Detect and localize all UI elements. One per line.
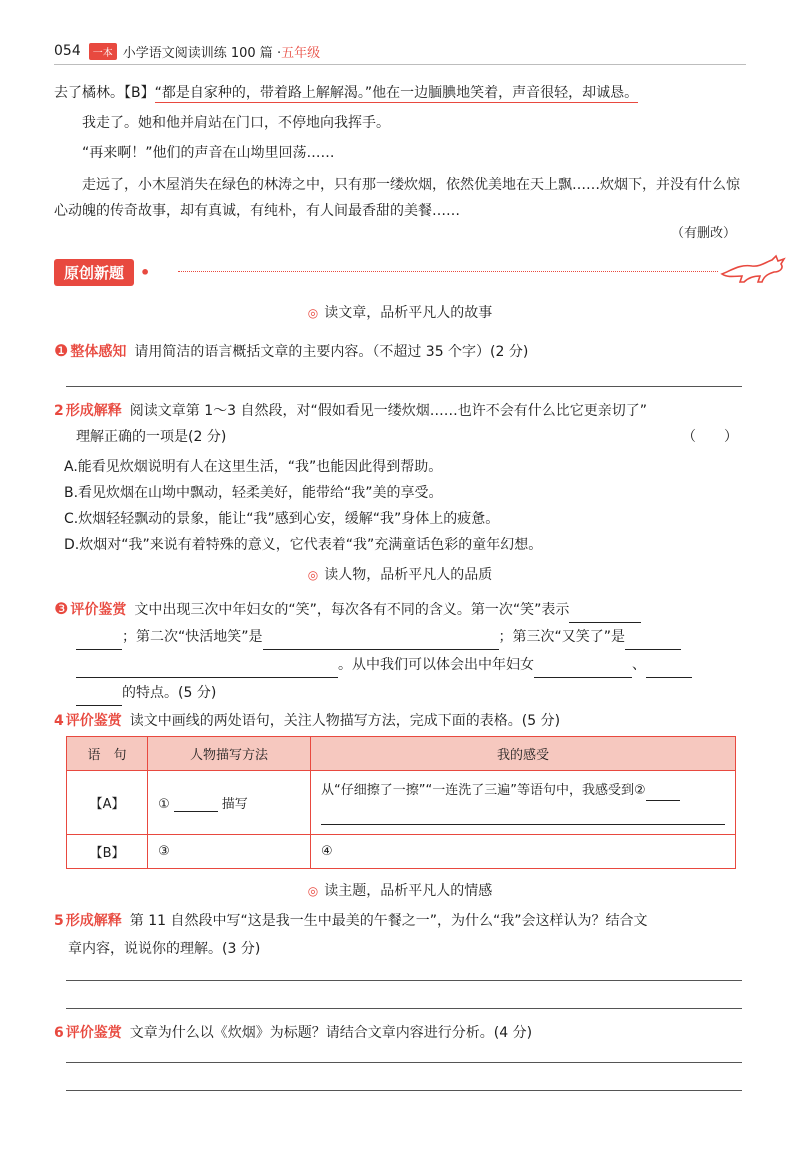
q3-blank-2[interactable] bbox=[263, 632, 499, 650]
q6-answer-line[interactable] bbox=[66, 1090, 742, 1091]
q3-blank-3b[interactable] bbox=[76, 660, 338, 678]
row-a-label: 【A】 bbox=[67, 771, 148, 835]
passage-para-2: 我走了。她和他并肩站在门口，不停地向我挥手。 bbox=[82, 115, 390, 131]
row-b-label: 【B】 bbox=[67, 835, 148, 869]
q3-type: 评价鉴赏 bbox=[70, 602, 127, 618]
section-title-1: ◎ 读文章，品析平凡人的故事 bbox=[307, 305, 493, 321]
row-a-method-blank[interactable] bbox=[174, 794, 218, 812]
q1-answer-line[interactable] bbox=[66, 386, 742, 387]
q5-answer-line[interactable] bbox=[66, 1008, 742, 1009]
question-2 bbox=[54, 398, 746, 424]
q3-line1: 文中出现三次中年妇女的“笑”，每次各有不同的含义。第一次“笑”表示 bbox=[134, 602, 570, 618]
q6-number: 6 bbox=[54, 1025, 64, 1041]
book-title: 小学语文阅读训练 100 篇 · bbox=[122, 45, 282, 61]
q5-text: 第 11 自然段中写“这是我一生中最美的午餐之一”，为什么“我”会这样认为？结合文 bbox=[129, 913, 648, 929]
q4-table bbox=[66, 736, 736, 869]
q3-blank-1a[interactable] bbox=[569, 605, 641, 623]
q2-option-a: A.能看见炊烟说明有人在这里生活，“我”也能因此得到帮助。 bbox=[64, 459, 443, 475]
question-2-cont bbox=[54, 424, 746, 450]
banner-label: 原创新题 bbox=[54, 259, 134, 286]
section-title-2: ◎ 读人物，品析平凡人的品质 bbox=[307, 567, 493, 583]
q4-number: 4 bbox=[54, 713, 64, 729]
section-banner bbox=[54, 258, 150, 286]
flame-icon: ❶ bbox=[54, 341, 69, 360]
target-icon: ◎ bbox=[307, 568, 319, 582]
table-header-method: 人物描写方法 bbox=[148, 737, 311, 771]
table-header-feeling: 我的感受 bbox=[311, 737, 736, 771]
q6-type: 评价鉴赏 bbox=[65, 1025, 122, 1041]
question-3-line3 bbox=[54, 652, 746, 678]
underlined-sentence-b: “都是自家种的，带着路上解解渴。”他在一边腼腆地笑着，声音很轻，却诚恳。 bbox=[154, 85, 639, 101]
question-3 bbox=[54, 596, 746, 623]
question-3-line4 bbox=[54, 680, 746, 706]
q3-blank-5a[interactable] bbox=[646, 660, 692, 678]
q4-type: 评价鉴赏 bbox=[65, 713, 122, 729]
edit-note: （有删改） bbox=[670, 226, 736, 241]
q3-blank-1b[interactable] bbox=[76, 632, 122, 650]
target-icon: ◎ bbox=[307, 884, 319, 898]
row-a-feeling-blank[interactable] bbox=[646, 783, 680, 801]
question-5 bbox=[54, 908, 746, 934]
q5-type: 形成解释 bbox=[65, 913, 122, 929]
passage-para-4: 走远了，小木屋消失在绿色的林涛之中，只有那一缕炊烟，依然优美地在天上飘……炊烟下，并没有什么惊心动魄的传奇故事，却有真诚，有纯朴，有人间最香甜的美餐…… bbox=[54, 177, 740, 219]
q5-number: 5 bbox=[54, 913, 64, 929]
q2-option-b: B.看见炊烟在山坳中飘动，轻柔美好，能带给“我”美的享受。 bbox=[64, 485, 443, 501]
question-1 bbox=[54, 338, 746, 365]
q1-text: 请用简洁的语言概括文章的主要内容。（不超过 35 个字）(2 分) bbox=[134, 344, 529, 360]
table-header-row bbox=[67, 737, 736, 771]
q3-line4: 的特点。(5 分) bbox=[122, 685, 217, 701]
q2-number: 2 bbox=[54, 403, 64, 419]
q4-text: 读文中画线的两处语句，关注人物描写方法，完成下面的表格。(5 分) bbox=[129, 713, 561, 729]
q3-line3b: 、 bbox=[632, 657, 646, 673]
header-divider bbox=[54, 64, 746, 65]
flame-icon: ❸ bbox=[54, 599, 69, 618]
brand-logo: 一本 bbox=[89, 43, 117, 60]
q2-type: 形成解释 bbox=[65, 403, 122, 419]
passage-line1-prefix: 去了橘林。【B】 bbox=[54, 85, 155, 101]
row-a-method: ① 描写 bbox=[148, 771, 311, 835]
question-6 bbox=[54, 1020, 746, 1046]
q3-blank-3a[interactable] bbox=[625, 632, 681, 650]
page-header bbox=[54, 40, 320, 62]
q3-blank-5b[interactable] bbox=[76, 688, 122, 706]
question-4 bbox=[54, 708, 746, 734]
q2-text2: 理解正确的一项是(2 分) bbox=[76, 429, 227, 445]
q3-line2a: ；第二次“快活地笑”是 bbox=[122, 629, 263, 645]
banner-dot-icon: • bbox=[140, 262, 151, 282]
q2-text: 阅读文章第 1～3 自然段，对“假如看见一缕炊烟……也许不会有什么比它更亲切了” bbox=[129, 403, 647, 419]
section-title-3: ◎ 读主题，品析平凡人的情感 bbox=[307, 883, 493, 899]
target-icon: ◎ bbox=[307, 306, 319, 320]
row-a-feeling: 从“仔细擦了一擦”“一连洗了三遍”等语句中，我感受到② bbox=[311, 771, 736, 835]
table-row bbox=[67, 771, 736, 835]
q3-blank-4[interactable] bbox=[534, 660, 632, 678]
banner-dotted-line bbox=[178, 271, 718, 272]
table-header-sentence: 语 句 bbox=[67, 737, 148, 771]
question-3-line2 bbox=[54, 624, 746, 650]
q2-option-c: C.炊烟轻轻飘动的景象，能让“我”感到心安，缓解“我”身体上的疲惫。 bbox=[64, 511, 500, 527]
grade-label: 五年级 bbox=[281, 45, 321, 61]
q2-answer-paren[interactable]: （ ） bbox=[682, 429, 738, 445]
row-b-method[interactable]: ③ bbox=[148, 835, 311, 869]
passage-para-3: “再来啊！”他们的声音在山坳里回荡…… bbox=[82, 145, 335, 161]
q3-line3a: 。从中我们可以体会出中年妇女 bbox=[338, 657, 534, 673]
q3-line2b: ；第三次“又笑了”是 bbox=[498, 629, 626, 645]
q6-answer-line[interactable] bbox=[66, 1062, 742, 1063]
q1-type: 整体感知 bbox=[70, 344, 127, 360]
q5-answer-line[interactable] bbox=[66, 980, 742, 981]
question-5-cont: 章内容，说说你的理解。(3 分) bbox=[68, 941, 261, 957]
running-cat-icon bbox=[718, 252, 790, 288]
q6-text: 文章为什么以《炊烟》为标题？请结合文章内容进行分析。(4 分) bbox=[129, 1025, 533, 1041]
passage-line-1 bbox=[54, 80, 746, 106]
page-number: 054 bbox=[54, 43, 81, 59]
row-b-feeling[interactable]: ④ bbox=[311, 835, 736, 869]
q2-option-d: D.炊烟对“我”来说有着特殊的意义，它代表着“我”充满童话色彩的童年幻想。 bbox=[64, 537, 543, 553]
row-a-feeling-line[interactable] bbox=[321, 807, 725, 825]
table-row bbox=[67, 835, 736, 869]
